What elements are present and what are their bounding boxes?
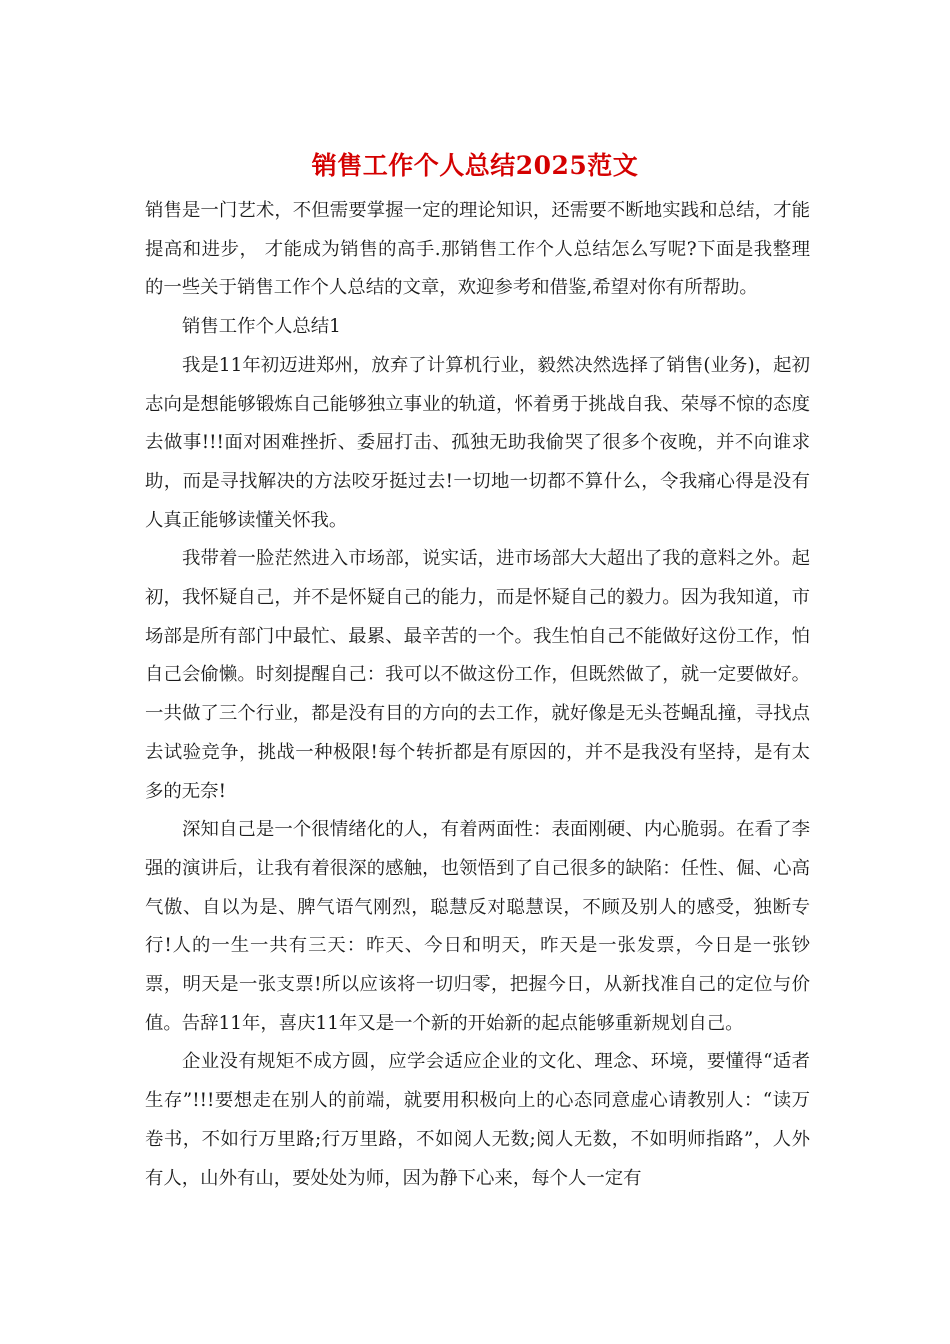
body-paragraph-1: 我是11年初迈进郑州，放弃了计算机行业，毅然决然选择了销售(业务)，起初志向是想能够锻炼自己能够独立事业的轨道，怀着勇于挑战自我、荣辱不惊的态度去做事!!!面对困难挫折、委屈打击、孤独无助我偷哭了很多个夜晚，并不向谁求助，而是寻找解决的方法咬牙挺过去!一切地一切都不算什么，令我痛心得是没有人真正能够读懂关怀我。	[145, 354, 810, 531]
body-paragraph-3: 深知自己是一个很情绪化的人，有着两面性：表面刚硬、内心脆弱。在看了李强的演讲后，让我有着很深的感触，也领悟到了自己很多的缺陷：任性、倔、心高气傲、自以为是、脾气语气刚烈，聪慧反对聪慧误，不顾及别人的感受，独断专行!人的一生一共有三天：昨天、今日和明天，昨天是一张发票，今日是一张钞票，明天是一张支票!所以应该将一切归零，把握今日，从新找准自己的定位与价值。告辞11年，喜庆11年又是一个新的开始新的起点能够重新规划自己。	[145, 819, 810, 1034]
document-body	[145, 192, 810, 1198]
intro-paragraph: 销售是一门艺术，不但需要掌握一定的理论知识，还需要不断地实践和总结，才能提高和进步， 才能成为销售的高手.那销售工作个人总结怎么写呢?下面是我整理的一些关于销售工作个人总结的文章，欢迎参考和借鉴,希望对你有所帮助。	[145, 200, 810, 299]
body-paragraph-2: 我带着一脸茫然进入市场部，说实话，进市场部大大超出了我的意料之外。起初，我怀疑自己，并不是怀疑自己的能力，而是怀疑自己的毅力。因为我知道，市场部是所有部门中最忙、最累、最辛苦的一个。我生怕自己不能做好这份工作，怕自己会偷懒。时刻提醒自己：我可以不做这份工作，但既然做了，就一定要做好。一共做了三个行业，都是没有目的方向的去工作，就好像是无头苍蝇乱撞，寻找点去试验竞争，挑战一种极限!每个转折都是有原因的，并不是我没有坚持，是有太多的无奈!	[145, 548, 810, 802]
document-title: 销售工作个人总结2025范文	[311, 151, 639, 180]
section-heading: 销售工作个人总结1	[182, 316, 341, 338]
body-paragraph-4: 企业没有规矩不成方圆，应学会适应企业的文化、理念、环境，要懂得“适者生存”!!!要想走在别人的前端，就要用积极向上的心态同意虚心请教别人：“读万卷书，不如行万里路;行万里路，不如阅人无数;阅人无数，不如明师指路”，人外有人，山外有山，要处处为师，因为静下心来，每个人一定有	[145, 1051, 810, 1189]
